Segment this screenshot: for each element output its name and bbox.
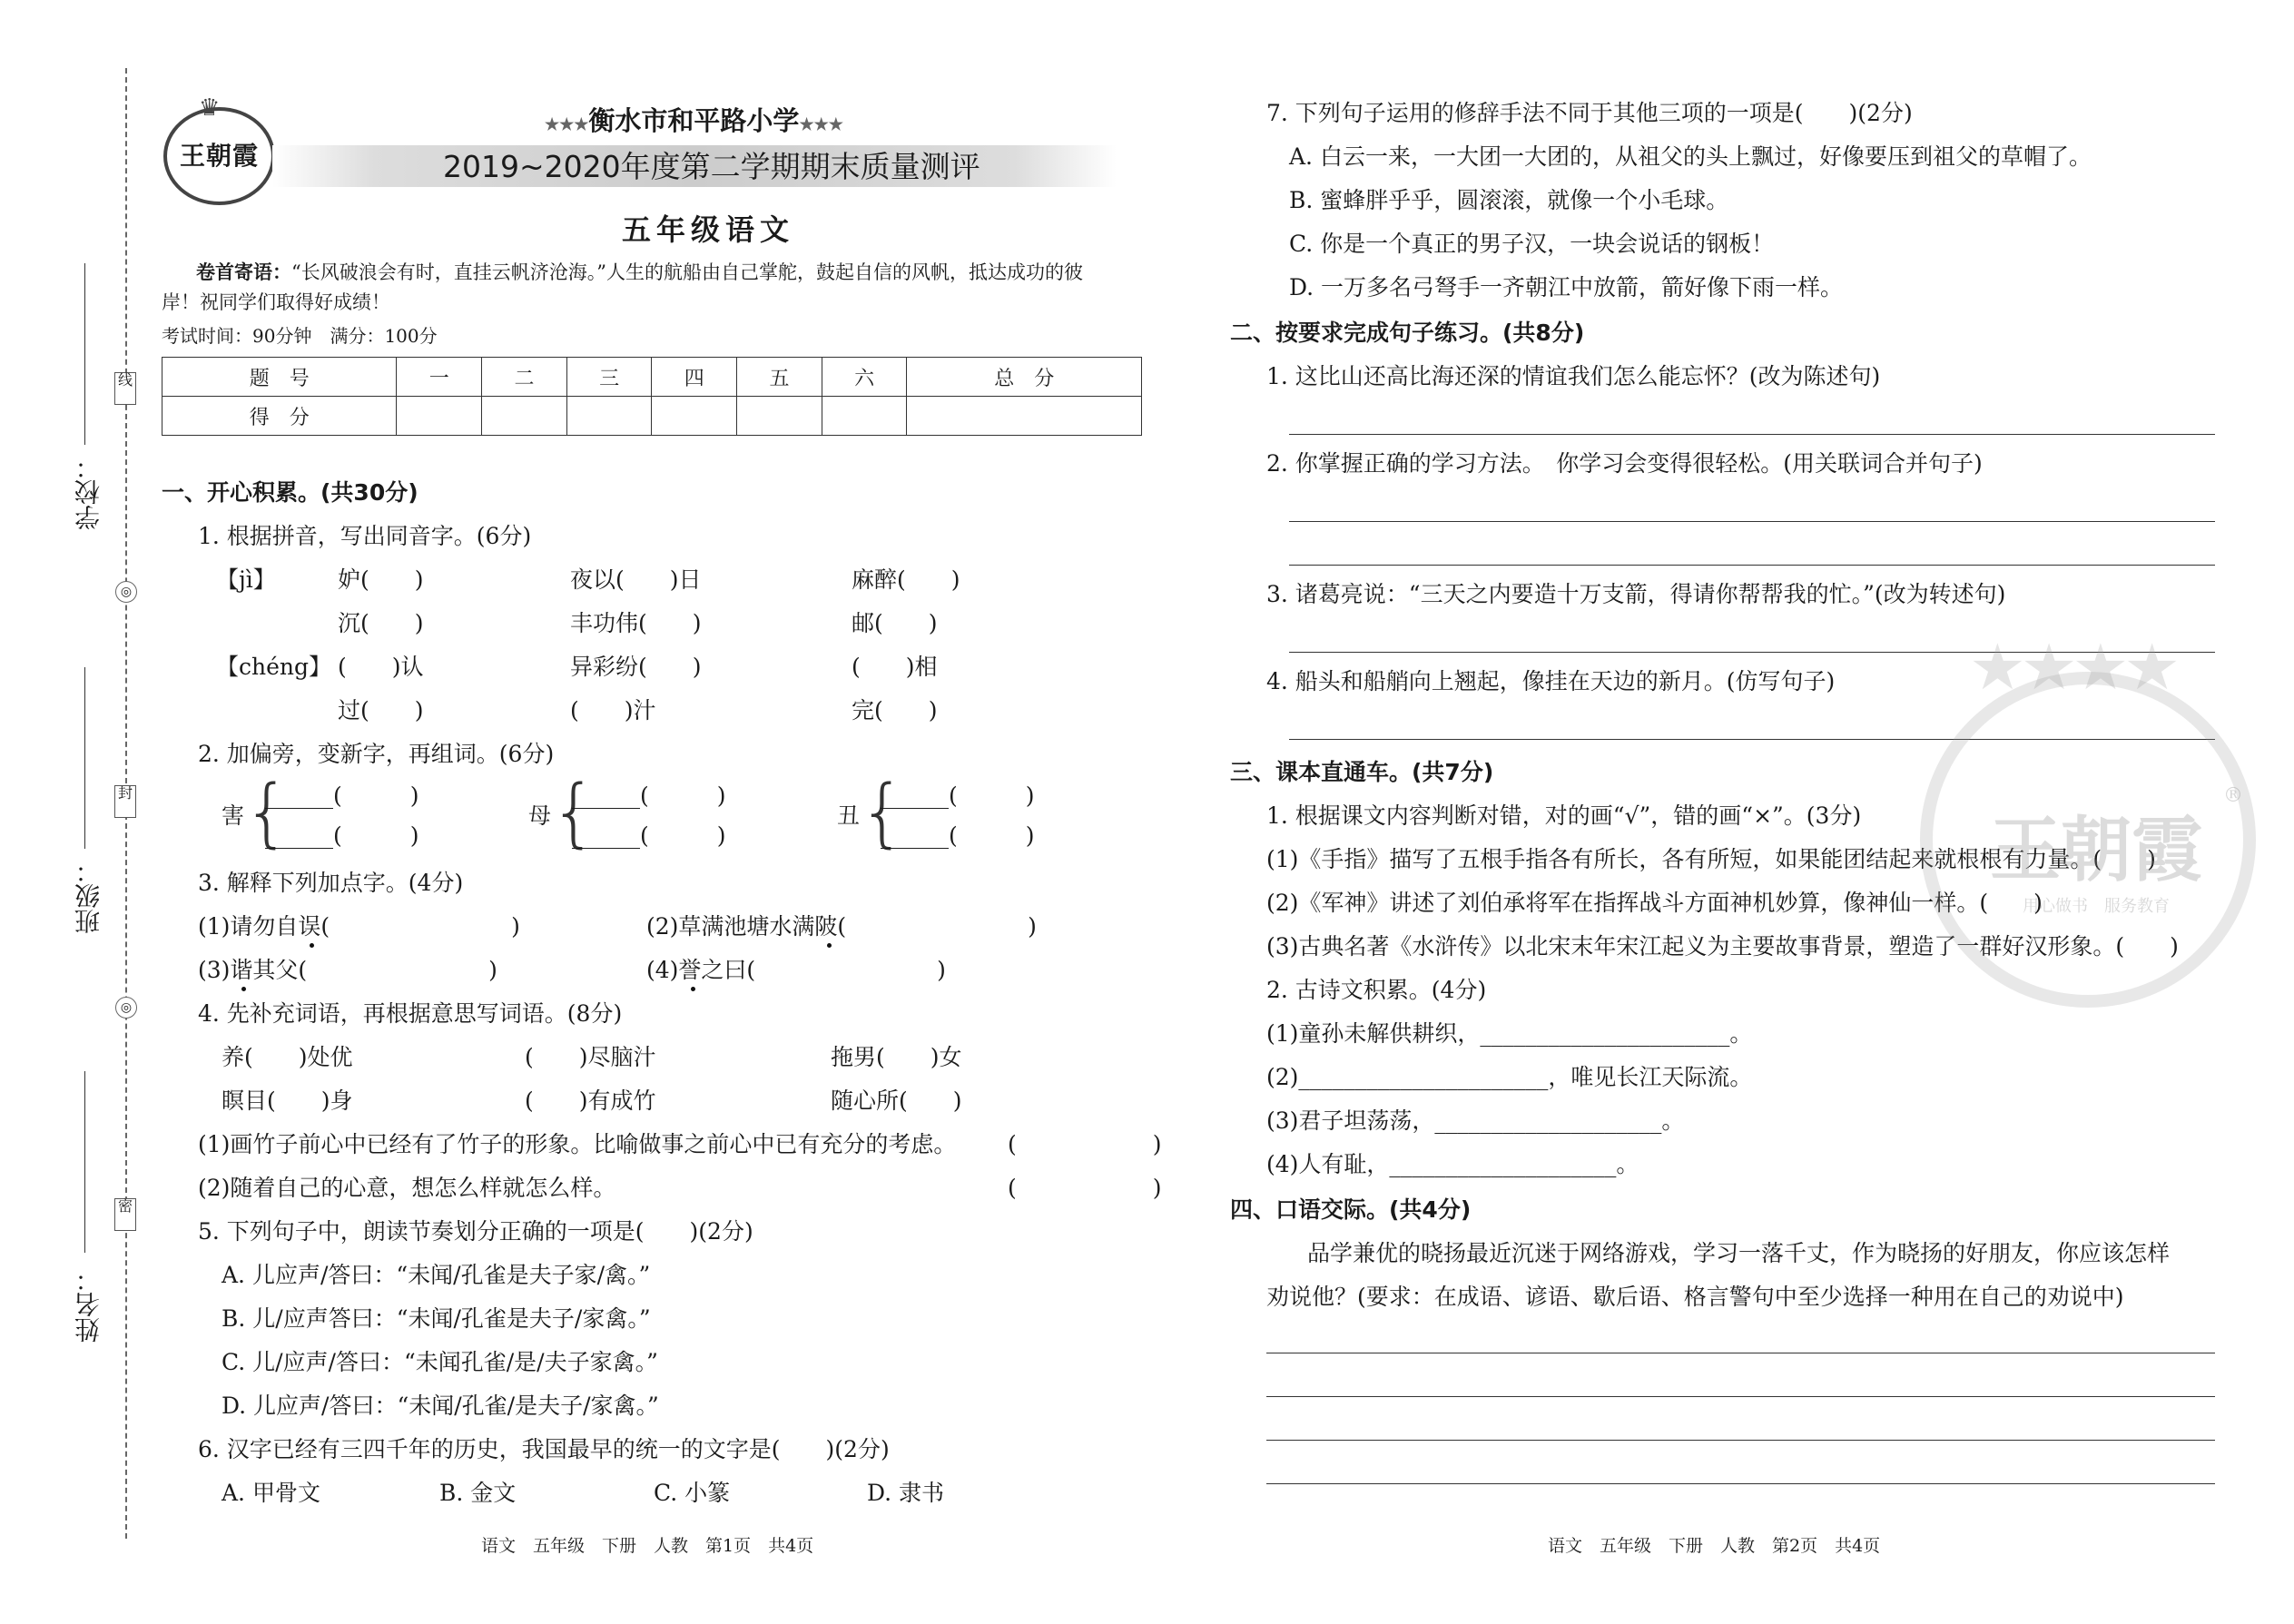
score-header-cell: 题 号 <box>162 358 397 397</box>
q4-prompt: 4. 先补充词语，再根据意思写词语。(8分) <box>198 1000 623 1027</box>
q1-prompt: 1. 根据拼音，写出同音字。(6分) <box>198 523 532 549</box>
q4-answer-1[interactable]: ( ) <box>1008 1131 1162 1157</box>
close-mark: 密 <box>114 1198 136 1231</box>
poem-blank-1[interactable]: (1)童孙未解供耕织，______________________。 <box>1266 1020 1753 1047</box>
q1-pinyin-ji: 【jì】 <box>216 566 276 593</box>
emphasis-dot <box>827 943 832 948</box>
s3-q1: 1. 根据课文内容判断对错，对的画“√”，错的画“×”。(3分) <box>1266 802 1862 829</box>
watermark-name: 王朝霞 <box>1989 809 2202 891</box>
score-table <box>162 357 1142 436</box>
q7-option-a[interactable]: A. 白云一来，一大团一大团的，从祖父的头上飘过，好像要压到祖父的草帽了。 <box>1289 143 2092 170</box>
emphasis-dot <box>241 987 246 991</box>
stars-left-icon: ★★★ <box>545 115 589 134</box>
score-cell[interactable] <box>822 397 907 436</box>
q1-item[interactable]: 麻醉( ) <box>852 566 960 593</box>
q1-item[interactable]: 邮( ) <box>852 610 938 636</box>
score-header-cell: 二 <box>482 358 567 397</box>
emphasis-dot <box>691 987 695 991</box>
q1-item[interactable]: ( )认 <box>338 654 424 680</box>
q4-answer-2[interactable]: ( ) <box>1008 1175 1162 1201</box>
q4-item[interactable]: 养( )处优 <box>222 1044 353 1070</box>
score-header-cell: 四 <box>652 358 737 397</box>
s3-q2: 2. 古诗文积累。(4分) <box>1266 977 1487 1003</box>
q6-option[interactable]: B. 金文 <box>439 1480 517 1506</box>
q7-option-c[interactable]: C. 你是一个真正的男子汉，一块会说话的钢板！ <box>1289 231 1775 257</box>
score-cell[interactable] <box>652 397 737 436</box>
q1-item[interactable]: ( )汁 <box>570 697 656 723</box>
s3-q1-item[interactable]: (1)《手指》描写了五根手指各有所长，各有所短，如果能团结起来就根根有力量。( ) <box>1266 846 2156 872</box>
s2-q1: 1. 这比山还高比海还深的情谊我们怎么能忘怀？(改为陈述句) <box>1266 363 1881 389</box>
section3-title: 三、课本直通车。(共7分) <box>1230 759 1494 785</box>
binding-circle-1: ◎ <box>115 581 137 603</box>
message-line1: 卷首寄语：“长风破浪会有时，直挂云帆济沧海。”人生的航船由自己掌舵，鼓起自信的风帆，抵达成功的彼 <box>196 261 1083 283</box>
q1-pinyin-cheng: 【chéng】 <box>216 654 332 680</box>
q2-brace: { <box>859 770 907 856</box>
score-cell[interactable] <box>397 397 482 436</box>
poem-blank-2[interactable]: (2)______________________，唯见长江天际流。 <box>1266 1064 1753 1090</box>
q5-option-b[interactable]: B. 儿/应声答曰：“未闻/孔雀是夫子/家禽。” <box>222 1305 651 1332</box>
q1-item[interactable]: 异彩纷( ) <box>570 654 702 680</box>
s2-q2: 2. 你掌握正确的学习方法。 你学习会变得很轻松。(用关联词合并句子) <box>1266 450 1983 477</box>
answer-line[interactable] <box>1266 1440 2215 1441</box>
school-label: 学校： <box>74 454 103 530</box>
score-cell[interactable] <box>907 397 1142 436</box>
s2-q3: 3. 诸葛亮说：“三天之内要造十万支箭，得请你帮帮我的忙。”(改为转述句) <box>1266 581 2006 607</box>
line-mark: 线 <box>114 372 136 405</box>
q2-prompt: 2. 加偏旁，变新字，再组词。(6分) <box>198 741 555 767</box>
name-line[interactable] <box>84 1071 85 1253</box>
q3-prompt: 3. 解释下列加点字。(4分) <box>198 870 464 896</box>
q7-option-b[interactable]: B. 蜜蜂胖乎乎，圆滚滚，就像一个小毛球。 <box>1289 187 1729 213</box>
q2-slot[interactable]: ______( ) <box>572 782 726 809</box>
score-cell[interactable] <box>566 397 652 436</box>
q2-char: 母 <box>528 802 552 829</box>
q5-option-c[interactable]: C. 儿/应声/答曰：“未闻孔雀/是/夫子家禽。” <box>222 1349 658 1375</box>
score-table-score-row <box>162 397 1142 436</box>
q1-item[interactable]: ( )相 <box>852 654 938 680</box>
q4-item[interactable]: 随心所( ) <box>831 1088 962 1114</box>
s4-paragraph-2: 劝说他？(要求：在成语、谚语、歇后语、格言警句中至少选择一种用在自己的劝说中) <box>1266 1284 2124 1310</box>
logo <box>163 94 275 205</box>
message-line2: 岸！祝同学们取得好成绩！ <box>162 291 390 313</box>
q6-option[interactable]: A. 甲骨文 <box>222 1480 320 1506</box>
school-line[interactable] <box>84 263 85 445</box>
q5-option-d[interactable]: D. 儿应声/答曰：“未闻/孔雀/是夫子/家禽。” <box>222 1393 659 1419</box>
poem-blank-3[interactable]: (3)君子坦荡荡，____________________。 <box>1266 1107 1685 1134</box>
answer-line[interactable] <box>1289 521 2215 522</box>
q2-slot[interactable]: ______( ) <box>881 822 1035 849</box>
q4-meaning-1: (1)画竹子前心中已经有了竹子的形象。比喻做事之前心中已有充分的考虑。 <box>198 1131 957 1157</box>
watermark-registered: ® <box>2223 784 2243 807</box>
class-label: 班级： <box>74 858 103 934</box>
q2-char: 害 <box>222 802 245 829</box>
s3-q1-item[interactable]: (2)《军神》讲述了刘伯承将军在指挥战斗方面神机妙算，像神仙一样。( ) <box>1266 890 2043 916</box>
exam-info: 考试时间：90分钟 满分：100分 <box>162 325 438 347</box>
q4-item[interactable]: 瞑目( )身 <box>222 1088 353 1114</box>
answer-line[interactable] <box>1266 1483 2215 1484</box>
q1-item[interactable]: 妒( ) <box>338 566 424 593</box>
q4-meaning-2: (2)随着自己的心意，想怎么样就怎么样。 <box>198 1175 616 1201</box>
q5-prompt: 5. 下列句子中，朗读节奏划分正确的一项是( )(2分) <box>198 1218 753 1245</box>
score-header-cell: 五 <box>737 358 822 397</box>
q2-slot[interactable]: ______( ) <box>265 822 419 849</box>
q2-slot[interactable]: ______( ) <box>265 782 419 809</box>
q2-brace: { <box>243 770 291 856</box>
class-line[interactable] <box>84 667 85 849</box>
s4-paragraph-1: 品学兼优的晓扬最近沉迷于网络游戏，学习一落千丈，作为晓扬的好朋友，你应该怎样 <box>1307 1240 2171 1266</box>
emphasis-dot <box>310 943 314 948</box>
q3-item[interactable]: (1)请勿自误( ) <box>198 913 520 940</box>
q7-option-d[interactable]: D. 一万多名弓弩手一齐朝江中放箭，箭好像下雨一样。 <box>1289 274 1844 300</box>
watermark-stars-icon: ★★★★ <box>1969 630 2176 704</box>
logo-text: 王朝霞 <box>179 141 259 171</box>
q1-item[interactable]: 夜以( )日 <box>570 566 702 593</box>
q6-option[interactable]: D. 隶书 <box>867 1480 945 1506</box>
q4-item[interactable]: ( )有成竹 <box>525 1088 656 1114</box>
subject-title: 五年级语文 <box>622 212 795 247</box>
q2-slot[interactable]: ______( ) <box>572 822 726 849</box>
q1-item[interactable]: 丰功伟( ) <box>570 610 702 636</box>
q1-item[interactable]: 沉( ) <box>338 610 424 636</box>
seal-mark: 封 <box>114 785 136 818</box>
answer-line[interactable] <box>1289 565 2215 566</box>
q6-prompt: 6. 汉字已经有三四千年的历史，我国最早的统一的文字是( )(2分) <box>198 1436 890 1462</box>
name-label: 姓名： <box>74 1266 103 1343</box>
q3-item[interactable]: (4)誉之曰( ) <box>646 957 946 983</box>
q6-option[interactable]: C. 小篆 <box>654 1480 731 1506</box>
q2-char: 丑 <box>837 802 861 829</box>
school-name: ★★★衡水市和平路小学★★★ <box>545 105 843 136</box>
binding-circle-2: ◎ <box>115 997 137 1019</box>
answer-line[interactable] <box>1266 1396 2215 1397</box>
score-header-cell: 三 <box>566 358 652 397</box>
q5-option-a[interactable]: A. 儿应声/答曰：“未闻/孔雀是夫子家/禽。” <box>222 1262 651 1288</box>
q7-prompt: 7. 下列句子运用的修辞手法不同于其他三项的一项是( )(2分) <box>1266 100 1913 126</box>
section2-title: 二、按要求完成句子练习。(共8分) <box>1230 320 1585 346</box>
score-header-cell: 六 <box>822 358 907 397</box>
q2-brace: { <box>550 770 598 856</box>
q3-item[interactable]: (3)谐其父( ) <box>198 957 497 983</box>
score-header-cell: 总 分 <box>907 358 1142 397</box>
page2-footer: 语文 五年级 下册 人教 第2页 共4页 <box>1548 1536 1881 1556</box>
s3-q1-item[interactable]: (3)古典名著《水浒传》以北宋末年宋江起义为主要故事背景，塑造了一群好汉形象。( ) <box>1266 933 2179 960</box>
score-cell[interactable] <box>737 397 822 436</box>
score-cell[interactable] <box>482 397 567 436</box>
logo-crown-icon: ♛ <box>199 94 221 122</box>
q4-item[interactable]: ( )尽脑汁 <box>525 1044 656 1070</box>
page1-footer: 语文 五年级 下册 人教 第1页 共4页 <box>481 1536 814 1556</box>
poem-blank-4[interactable]: (4)人有耻，____________________。 <box>1266 1151 1639 1177</box>
q3-item[interactable]: (2)草满池塘水满陂( ) <box>646 913 1037 940</box>
stars-right-icon: ★★★ <box>799 115 843 134</box>
q2-slot[interactable]: ______( ) <box>881 782 1035 809</box>
q4-item[interactable]: 拖男( )女 <box>831 1044 962 1070</box>
s2-q4: 4. 船头和船艄向上翘起，像挂在天边的新月。(仿写句子) <box>1266 668 1836 694</box>
q1-item[interactable]: 过( ) <box>338 697 424 723</box>
watermark-slogan: 用心做书 服务教育 <box>2023 897 2170 916</box>
score-header-cell: 一 <box>397 358 482 397</box>
section1-title: 一、开心积累。(共30分) <box>162 479 418 506</box>
exam-title: 2019~2020年度第二学期期末质量测评 <box>443 149 980 184</box>
section4-title: 四、口语交际。(共4分) <box>1230 1196 1472 1223</box>
score-table-header-row <box>162 358 1142 397</box>
answer-line[interactable] <box>1289 434 2215 435</box>
q1-item[interactable]: 完( ) <box>852 697 938 723</box>
watermark-seal <box>1920 630 2256 1008</box>
score-row-label: 得 分 <box>162 397 397 436</box>
